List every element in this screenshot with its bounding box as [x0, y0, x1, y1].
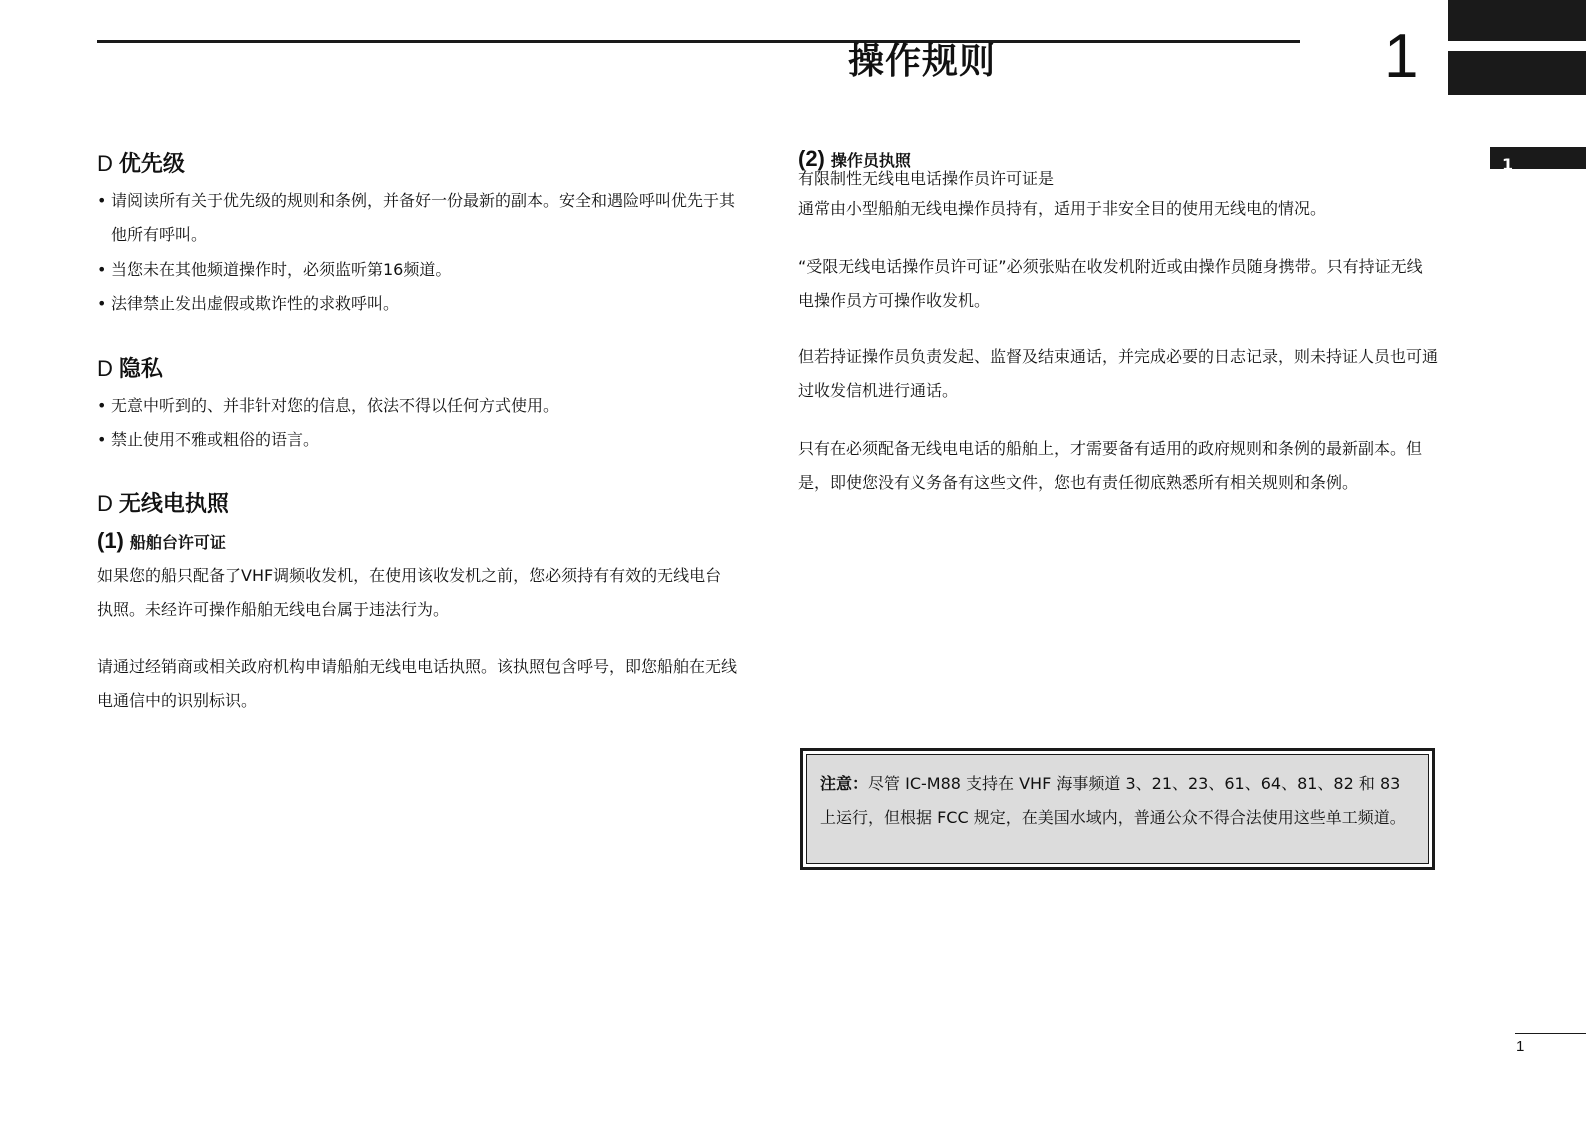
- subheading-text: 船舶台许可证: [129, 533, 226, 552]
- section-heading-text: 隐私: [118, 357, 163, 382]
- section-heading-priority: [97, 150, 185, 179]
- note-box: [800, 748, 1435, 870]
- bullet-dot: •: [97, 430, 107, 449]
- chapter-number: 1: [1384, 22, 1419, 91]
- list-item: [97, 423, 737, 457]
- section-heading-privacy: [97, 355, 163, 384]
- section-heading-text: 无线电执照: [118, 492, 229, 517]
- side-chapter-tab-label: 1: [1502, 155, 1514, 169]
- chapter-tab-bar-top: [1448, 0, 1586, 41]
- paragraph: 但若持证操作员负责发起、监督及结束通话，并完成必要的日志记录，则未持证人员也可通过收发信机进行通话。: [798, 347, 1439, 400]
- page-number: 1: [1516, 1038, 1525, 1055]
- page-title: 操作规则: [848, 41, 997, 82]
- note-label: 注意：: [820, 774, 869, 793]
- paragraph: 只有在必须配备无线电电话的船舶上，才需要备有适用的政府规则和条例的最新副本。但是，即使您没有义务备有这些文件，您也有责任彻底熟悉所有相关规则和条例。: [798, 439, 1423, 492]
- list-item-text: 禁止使用不雅或粗俗的语言。: [111, 430, 320, 449]
- list-item: [97, 253, 737, 287]
- header-rule: [97, 40, 1300, 43]
- bullet-dot: •: [97, 191, 107, 210]
- bullet-dot: •: [97, 294, 107, 313]
- subheading-number: (1): [97, 528, 124, 553]
- paragraph: 如果您的船只配备了VHF调频收发机，在使用该收发机之前，您必须持有有效的无线电台执照。未经许可操作船舶无线电台属于违法行为。: [97, 566, 722, 619]
- list-item-text: 法律禁止发出虚假或欺诈性的求救呼叫。: [111, 294, 400, 313]
- note-content: [806, 754, 1429, 864]
- paragraph: “受限无线电话操作员许可证”必须张贴在收发机附近或由操作员随身携带。只有持证无线电操作员方可操作收发机。: [798, 257, 1423, 310]
- section-mark: D: [97, 491, 113, 516]
- subheading-number: (2): [798, 146, 825, 171]
- section-mark: D: [97, 356, 113, 381]
- bullet-dot: •: [97, 260, 107, 279]
- side-chapter-tab: [1490, 147, 1586, 169]
- subheading-text: 操作员执照: [830, 151, 911, 170]
- note-text: 尽管 IC-M88 支持在 VHF 海事频道 3、21、23、61、64、81、82 和 83 上运行，但根据 FCC 规定，在美国水域内，普通公众不得合法使用这些单工频道。: [820, 774, 1406, 827]
- section-heading-licenses: [97, 490, 229, 519]
- subheading-ship-station-license: [97, 528, 226, 556]
- paragraph-line: 通常由小型船舶无线电操作员持有，适用于非安全目的使用无线电的情况。: [798, 199, 1327, 218]
- list-item: [97, 287, 737, 321]
- list-item-text: 请阅读所有关于优先级的规则和条例，并备好一份最新的副本。安全和遇险呼叫优先于其他所有呼叫。: [111, 191, 736, 244]
- paragraph: 请通过经销商或相关政府机构申请船舶无线电电话执照。该执照包含呼号，即您船舶在无线电通信中的识别标识。: [97, 657, 738, 710]
- list-item: [97, 184, 737, 252]
- list-item-text: 无意中听到的、并非针对您的信息，依法不得以任何方式使用。: [111, 396, 560, 415]
- section-mark: D: [97, 151, 113, 176]
- paragraph-line: 有限制性无线电电话操作员许可证是: [798, 169, 1055, 188]
- section-heading-text: 优先级: [118, 152, 185, 177]
- footer-rule: [1515, 1033, 1586, 1034]
- bullet-dot: •: [97, 396, 107, 415]
- list-item-text: 当您未在其他频道操作时，必须监听第16频道。: [111, 260, 452, 279]
- list-item: [97, 389, 737, 423]
- chapter-tab-bar-bottom: [1448, 51, 1586, 95]
